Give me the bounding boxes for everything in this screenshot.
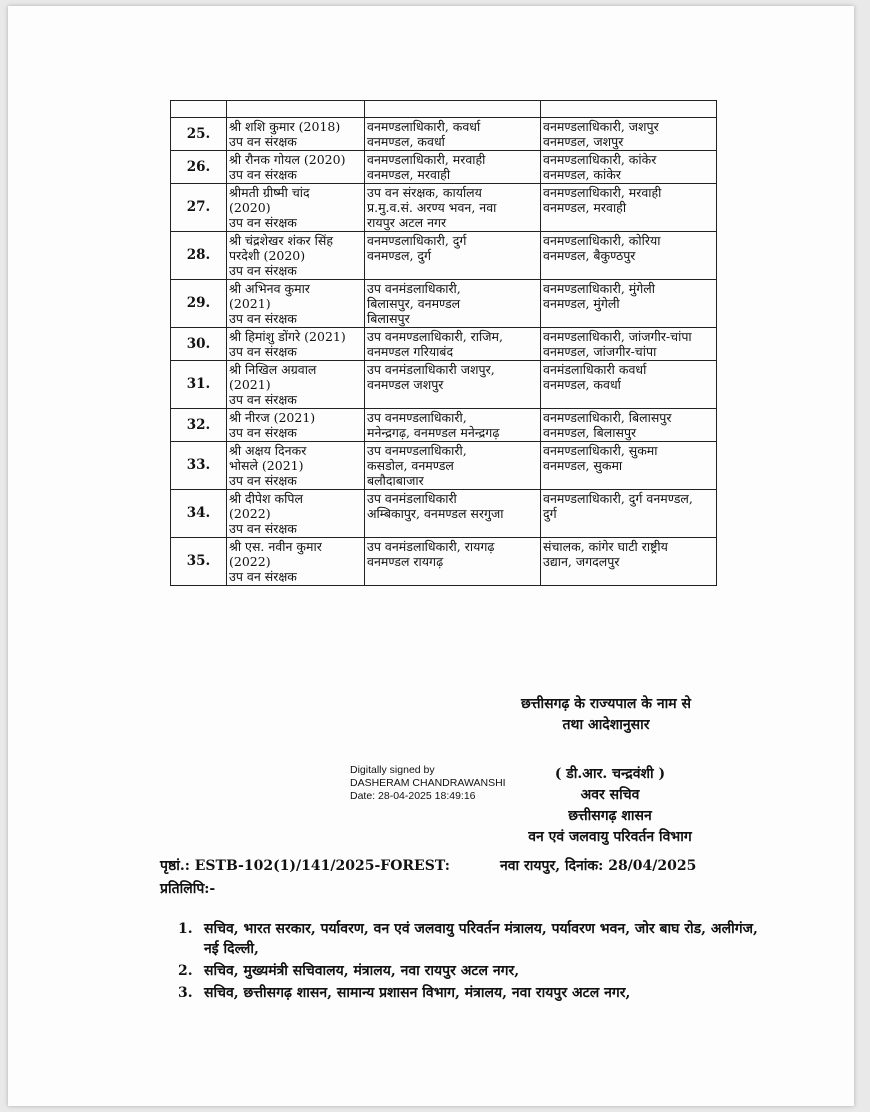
officer-name-cell — [227, 409, 365, 442]
table-row — [171, 118, 717, 151]
officer-name-cell-line: उप वन संरक्षक — [229, 167, 297, 182]
officer-name-cell-line: श्री शशि कुमार (2018) — [229, 119, 341, 134]
current-posting-cell-line: वनमण्डलाधिकारी, मरवाही — [367, 152, 486, 167]
officer-name-cell — [227, 151, 365, 184]
officer-government: छत्तीसगढ़ शासन — [568, 808, 652, 824]
serial-number: 28. — [171, 232, 227, 280]
table-row — [171, 442, 717, 490]
new-posting-cell-line: संचालक, कांगेर घाटी राष्ट्रीय — [543, 539, 668, 554]
new-posting-cell-line: वनमण्डल, बिलासपुर — [543, 425, 637, 440]
current-posting-cell — [365, 280, 541, 328]
digital-signature — [350, 764, 506, 803]
new-posting-cell — [541, 151, 717, 184]
officer-name-cell-line: उप वन संरक्षक — [229, 344, 297, 359]
copy-item-number: 2. — [178, 963, 193, 979]
table-row — [171, 232, 717, 280]
new-posting-cell-line: वनमण्डलाधिकारी, दुर्ग वनमण्डल, — [543, 491, 693, 506]
officer-name-cell-line: (2022) — [229, 506, 271, 521]
officer-name-cell-line: भोसले (2021) — [229, 458, 304, 473]
current-posting-cell-line: वनमण्डलाधिकारी, कवर्धा — [367, 119, 481, 134]
current-posting-cell — [365, 118, 541, 151]
current-posting-cell-line: वनमण्डल रायगढ़ — [367, 554, 444, 569]
new-posting-cell-line: वनमण्डलाधिकारी, जशपुर — [543, 119, 659, 134]
current-posting-cell — [365, 361, 541, 409]
officer-name-cell-line: श्री दीपेश कपिल — [229, 491, 303, 506]
officer-name-cell-line: (2020) — [229, 200, 271, 215]
officer-name-cell-line: श्री चंद्रशेखर शंकर सिंह — [229, 233, 333, 248]
new-posting-cell — [541, 280, 717, 328]
new-posting-cell-line: वनमण्डलाधिकारी, बिलासपुर — [543, 410, 672, 425]
table-row — [171, 361, 717, 409]
officer-name-cell — [227, 490, 365, 538]
new-posting-cell — [541, 490, 717, 538]
serial-number: 34. — [171, 490, 227, 538]
officer-name-cell-line: श्री निखिल अग्रवाल — [229, 362, 317, 377]
copy-item-text: सचिव, भारत सरकार, पर्यावरण, वन एवं जलवायु परिवर्तन मंत्रालय, पर्यावरण भवन, जोर बाघ रोड, अलीगंज, नई दिल्ली, — [204, 921, 758, 957]
current-posting-cell-line: वनमण्डल गरियाबंद — [367, 344, 454, 359]
serial-number: 33. — [171, 442, 227, 490]
copy-item-number: 1. — [178, 921, 193, 937]
current-posting-cell — [365, 538, 541, 586]
serial-number: 32. — [171, 409, 227, 442]
new-posting-cell-line: वनमण्डलाधिकारी, कांकेर — [543, 152, 657, 167]
copy-item — [168, 983, 768, 1003]
officer-name-cell — [227, 232, 365, 280]
new-posting-cell-line: वनमण्डल, जशपुर — [543, 134, 624, 149]
current-posting-cell — [365, 442, 541, 490]
current-posting-cell-line: उप वनमण्डलाधिकारी, — [367, 443, 467, 458]
serial-number: 25. — [171, 118, 227, 151]
table-row — [171, 328, 717, 361]
governor-order-block — [486, 694, 726, 736]
new-posting-cell-line: वनमण्डल, कांकेर — [543, 167, 621, 182]
new-posting-cell — [541, 538, 717, 586]
current-posting-cell-line: वनमण्डल, कवर्धा — [367, 134, 445, 149]
memo-row — [160, 856, 730, 875]
current-posting-cell-line: उप वनमंडलाधिकारी, रायगढ़ — [367, 539, 495, 554]
current-posting-cell-line: वनमण्डल, मरवाही — [367, 167, 451, 182]
current-posting-cell-line: वनमण्डलाधिकारी, दुर्ग — [367, 233, 467, 248]
current-posting-cell-line: उप वनमंडलाधिकारी जशपुर, — [367, 362, 495, 377]
new-posting-cell-line: वनमण्डल, कवर्धा — [543, 377, 621, 392]
current-posting-cell-line: वनमण्डल जशपुर — [367, 377, 444, 392]
officer-name-cell-line: श्री नीरज (2021) — [229, 410, 316, 425]
digital-signature-line-3: Date: 28-04-2025 18:49:16 — [350, 790, 476, 802]
current-posting-cell-line: कसडोल, वनमण्डल — [367, 458, 454, 473]
officer-name-cell-line: श्री हिमांशु डोंगरे (2021) — [229, 329, 346, 344]
new-posting-cell-line: वनमण्डल, सुकमा — [543, 458, 623, 473]
new-posting-cell-line: वनमण्डलाधिकारी, कोरिया — [543, 233, 661, 248]
current-posting-cell-line: उप वनमण्डलाधिकारी, राजिम, — [367, 329, 503, 344]
copy-label: प्रतिलिपि:- — [160, 881, 216, 897]
officer-name-cell — [227, 442, 365, 490]
new-posting-cell-line: वनमण्डलाधिकारी, मुंगेली — [543, 281, 655, 296]
current-posting-cell-line: उप वनमंडलाधिकारी, — [367, 281, 461, 296]
new-posting-cell-line: वनमण्डलाधिकारी, जांजगीर-चांपा — [543, 329, 692, 344]
copy-list — [168, 919, 768, 1005]
current-posting-cell — [365, 409, 541, 442]
new-posting-cell — [541, 118, 717, 151]
officer-designation: अवर सचिव — [580, 787, 640, 803]
officer-name-cell-line: उप वन संरक्षक — [229, 392, 297, 407]
new-posting-cell — [541, 328, 717, 361]
officer-name-cell-line: परदेशी (2020) — [229, 248, 306, 263]
new-posting-cell-line: वनमण्डल, मुंगेली — [543, 296, 620, 311]
current-posting-cell-line: उप वन संरक्षक, कार्यालय — [367, 185, 482, 200]
officer-name-cell-line: श्री अभिनव कुमार — [229, 281, 310, 296]
serial-number: 31. — [171, 361, 227, 409]
officer-name-cell-line: श्री अक्षय दिनकर — [229, 443, 307, 458]
current-posting-cell-line: मनेन्द्रगढ़, वनमण्डल मनेन्द्रगढ़ — [367, 425, 500, 440]
officer-name: ( डी.आर. चन्द्रवंशी ) — [554, 766, 666, 782]
officer-name-cell-line: श्री एस. नवीन कुमार — [229, 539, 322, 554]
officer-name-cell-line: उप वन संरक्षक — [229, 215, 297, 230]
new-posting-cell-line: वनमण्डलाधिकारी, मरवाही — [543, 185, 662, 200]
transfer-table — [170, 100, 717, 586]
copy-item — [168, 919, 768, 959]
officer-block — [494, 764, 726, 848]
current-posting-cell-line: बिलासपुर — [367, 311, 410, 326]
table-row — [171, 538, 717, 586]
current-posting-cell — [365, 490, 541, 538]
current-posting-cell-line: उप वनमण्डलाधिकारी, — [367, 410, 467, 425]
governor-order-line-2: तथा आदेशानुसार — [562, 717, 650, 733]
officer-name-cell-line: श्रीमती ग्रीष्मी चांद — [229, 185, 310, 200]
current-posting-cell-line: बिलासपुर, वनमण्डल — [367, 296, 461, 311]
transfer-table-body — [171, 101, 717, 586]
new-posting-cell-line: वनमंडलाधिकारी कवर्धा — [543, 362, 647, 377]
new-posting-cell — [541, 184, 717, 232]
new-posting-cell-line: दुर्ग — [543, 506, 557, 521]
officer-name-cell-line: (2021) — [229, 296, 271, 311]
officer-name-cell-line: उप वन संरक्षक — [229, 311, 297, 326]
officer-name-cell-line: उप वन संरक्षक — [229, 569, 297, 584]
serial-number: 29. — [171, 280, 227, 328]
current-posting-cell-line: रायपुर अटल नगर — [367, 215, 447, 230]
officer-name-cell-line: (2022) — [229, 554, 271, 569]
table-row — [171, 409, 717, 442]
officer-name-cell-line: उप वन संरक्षक — [229, 425, 297, 440]
serial-number: 35. — [171, 538, 227, 586]
officer-name-cell — [227, 118, 365, 151]
officer-department: वन एवं जलवायु परिवर्तन विभाग — [528, 829, 692, 845]
copy-item-number: 3. — [178, 985, 193, 1001]
current-posting-cell-line: प्र.मु.व.सं. अरण्य भवन, नवा — [367, 200, 497, 215]
digital-signature-line-2: DASHERAM CHANDRAWANSHI — [350, 777, 506, 789]
officer-name-cell-line: उप वन संरक्षक — [229, 263, 297, 278]
serial-number: 27. — [171, 184, 227, 232]
memo-place-date: नवा रायपुर, दिनांक: 28/04/2025 — [500, 858, 697, 874]
governor-order-line-1: छत्तीसगढ़ के राज्यपाल के नाम से — [521, 696, 691, 712]
new-posting-cell-line: वनमण्डलाधिकारी, सुकमा — [543, 443, 658, 458]
officer-name-cell-line: (2021) — [229, 377, 271, 392]
copy-item-text: सचिव, मुख्यमंत्री सचिवालय, मंत्रालय, नवा रायपुर अटल नगर, — [204, 963, 520, 979]
officer-name-cell-line: उप वन संरक्षक — [229, 521, 297, 536]
document-page — [8, 6, 854, 1106]
officer-name-cell-line: श्री रौनक गोयल (2020) — [229, 152, 346, 167]
current-posting-cell-line: उप वनमंडलाधिकारी — [367, 491, 457, 506]
table-row — [171, 184, 717, 232]
new-posting-cell-line: वनमण्डल, बैकुण्ठपुर — [543, 248, 636, 263]
officer-name-cell — [227, 538, 365, 586]
serial-number: 26. — [171, 151, 227, 184]
current-posting-cell-line: अम्बिकापुर, वनमण्डल सरगुजा — [367, 506, 504, 521]
officer-name-cell-line: उप वन संरक्षक — [229, 134, 297, 149]
new-posting-cell — [541, 442, 717, 490]
current-posting-cell — [365, 232, 541, 280]
current-posting-cell — [365, 151, 541, 184]
serial-number: 30. — [171, 328, 227, 361]
memo-number: पृष्ठां.: ESTB-102(1)/141/2025-FOREST: — [160, 858, 450, 874]
current-posting-cell — [365, 328, 541, 361]
table-row — [171, 151, 717, 184]
officer-name-cell — [227, 280, 365, 328]
officer-name-cell-line: उप वन संरक्षक — [229, 473, 297, 488]
copy-item — [168, 961, 768, 981]
current-posting-cell-line: बलौदाबाजार — [367, 473, 424, 488]
table-row — [171, 490, 717, 538]
current-posting-cell — [365, 184, 541, 232]
officer-name-cell — [227, 328, 365, 361]
new-posting-cell — [541, 232, 717, 280]
new-posting-cell — [541, 361, 717, 409]
new-posting-cell-line: वनमण्डल, मरवाही — [543, 200, 627, 215]
new-posting-cell-line: उद्यान, जगदलपुर — [543, 554, 620, 569]
new-posting-cell-line: वनमण्डल, जांजगीर-चांपा — [543, 344, 657, 359]
current-posting-cell-line: वनमण्डल, दुर्ग — [367, 248, 432, 263]
copy-item-text: सचिव, छत्तीसगढ़ शासन, सामान्य प्रशासन विभाग, मंत्रालय, नवा रायपुर अटल नगर, — [204, 985, 631, 1001]
digital-signature-line-1: Digitally signed by — [350, 764, 435, 776]
table-row — [171, 280, 717, 328]
officer-name-cell — [227, 361, 365, 409]
officer-name-cell — [227, 184, 365, 232]
new-posting-cell — [541, 409, 717, 442]
table-continuation-row — [171, 101, 717, 118]
